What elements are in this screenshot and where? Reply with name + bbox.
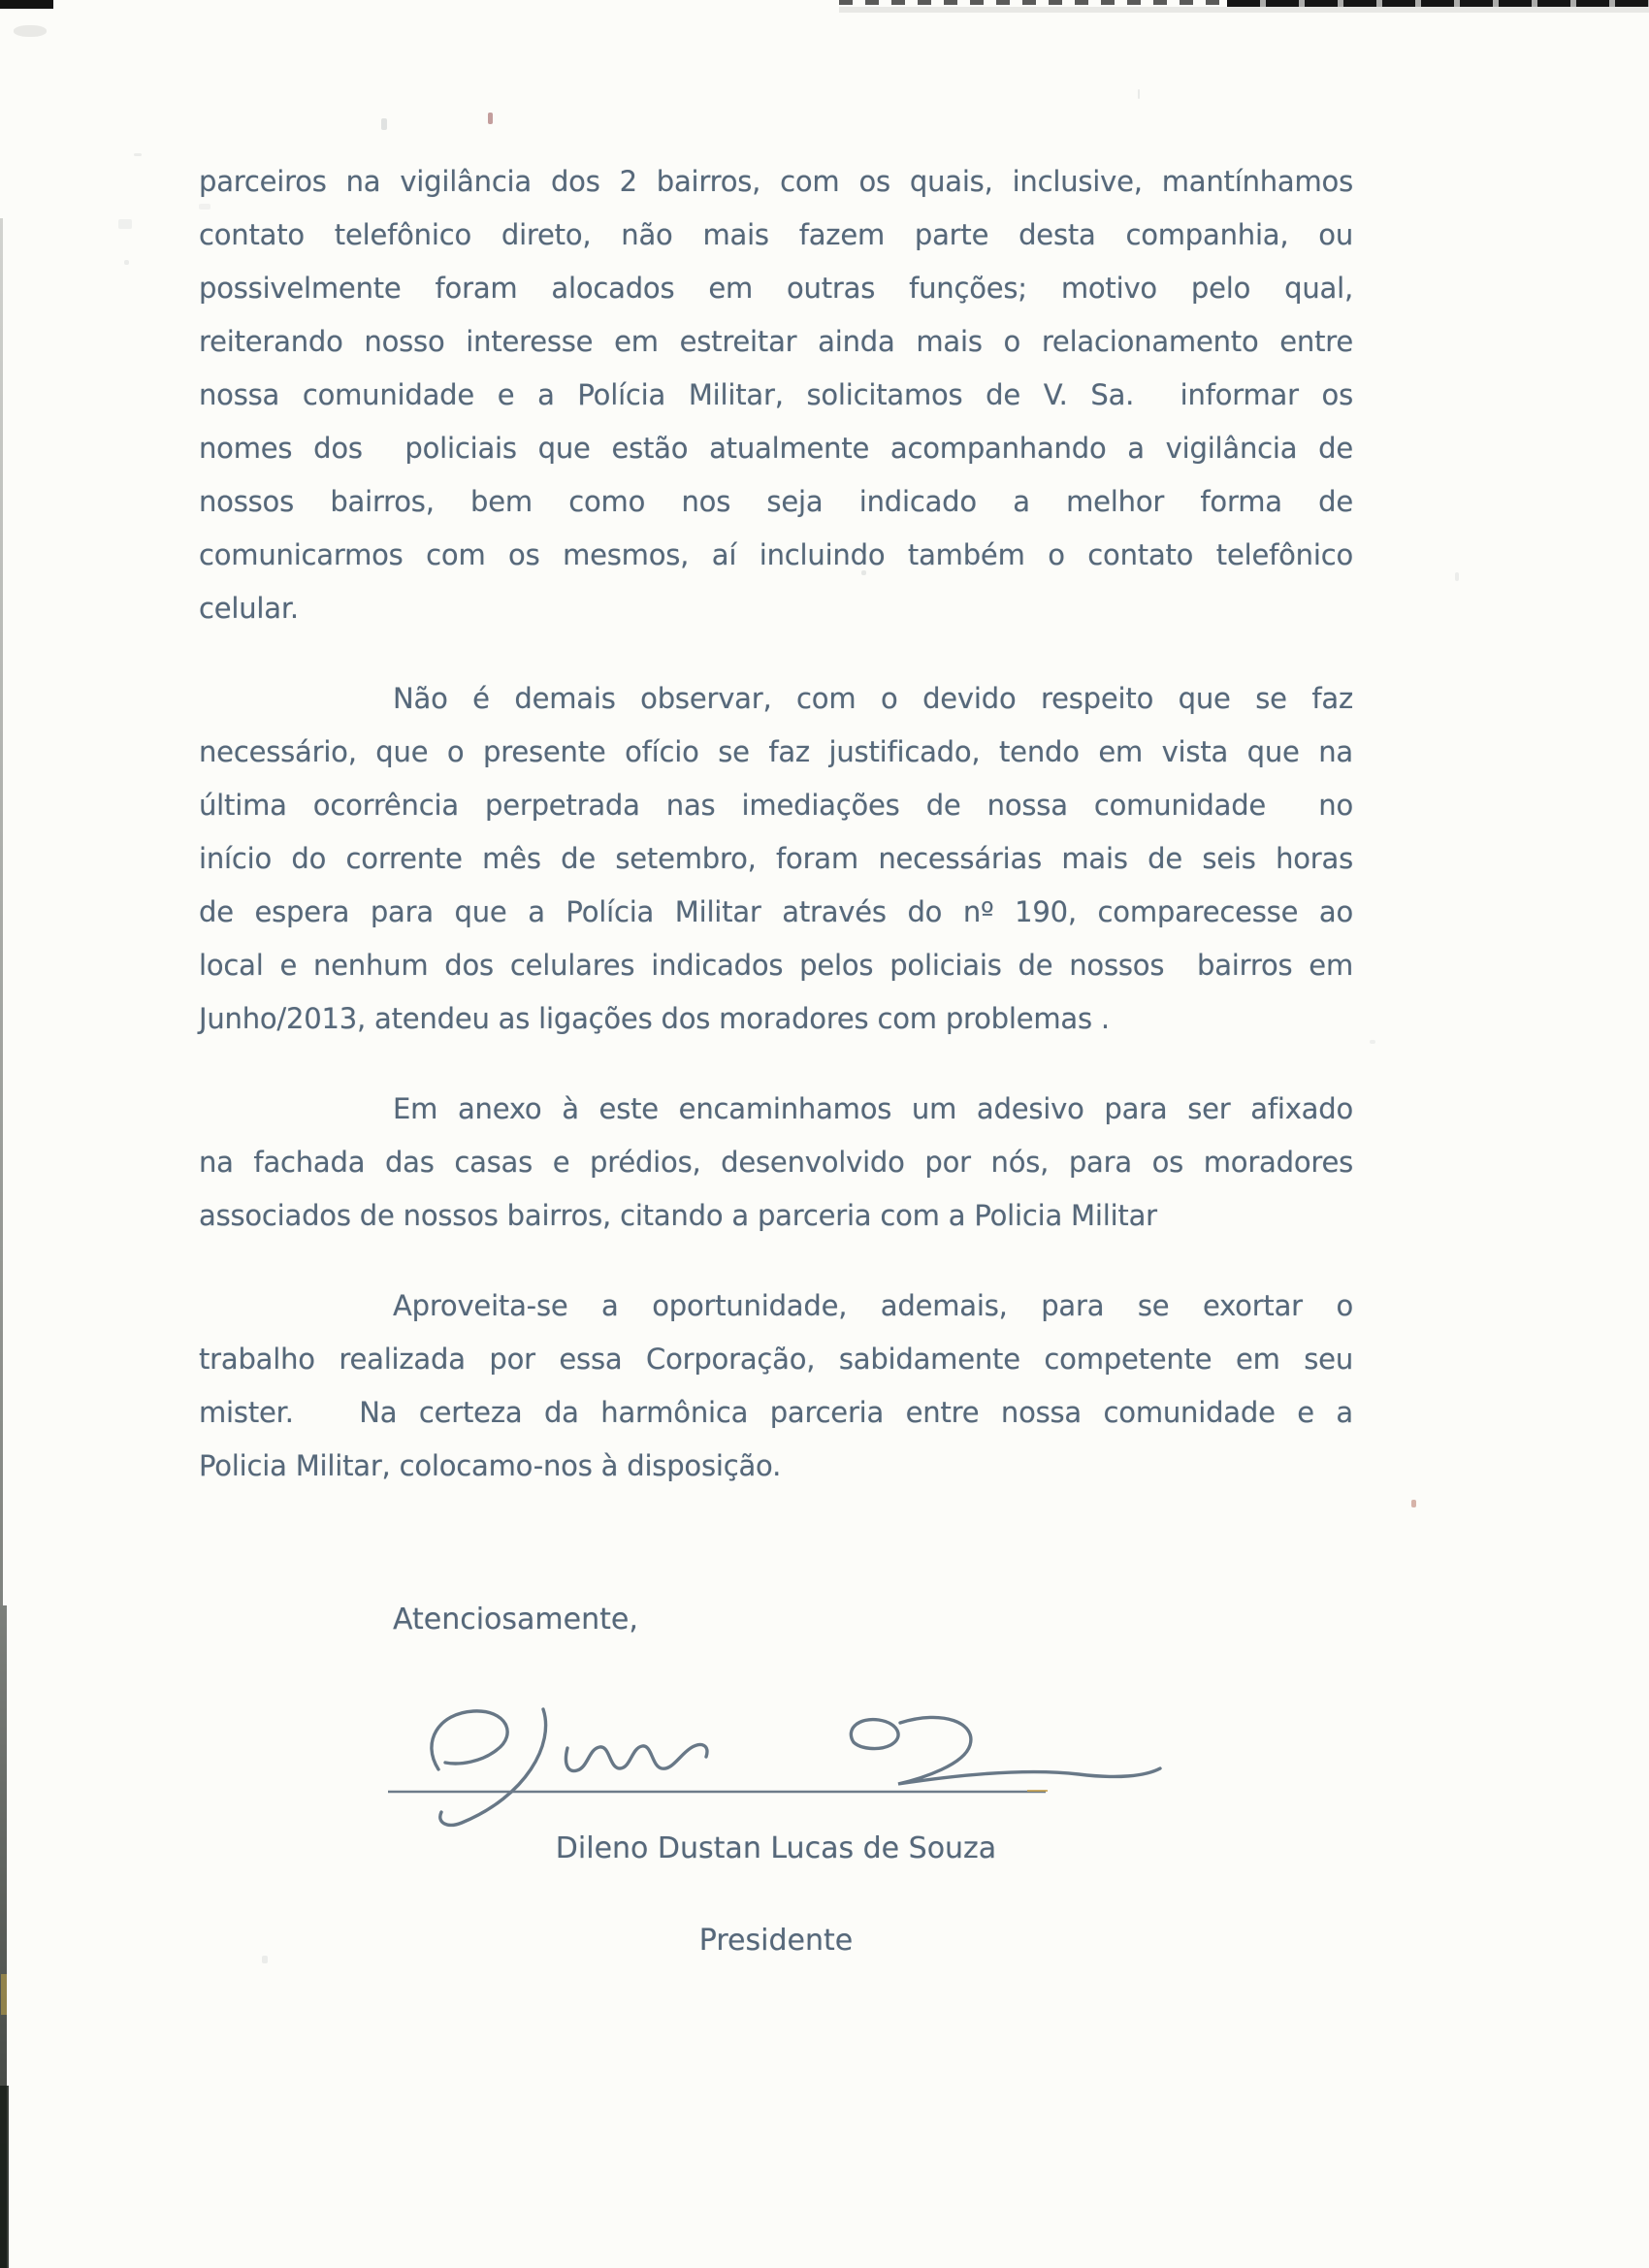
paragraph (199, 155, 1353, 635)
body-line: início do corrente mês de setembro, foram necessárias mais de seis horas (199, 842, 1353, 875)
body-line: nossa comunidade e a Polícia Militar, solicitamos de V. Sa. informar os (199, 378, 1353, 411)
body-line: comunicarmos com os mesmos, aí incluindo também o contato telefônico (199, 538, 1353, 571)
scan-speck (381, 118, 387, 130)
body-line: Aproveita-se a oportunidade, ademais, para se exortar o (393, 1289, 1353, 1322)
scan-artifact-left-edge (0, 218, 3, 1605)
scan-speck (488, 113, 493, 124)
paragraph (199, 1083, 1353, 1243)
scan-speck (124, 260, 129, 265)
scan-artifact-top-edge (839, 7, 1649, 13)
paragraph (199, 1280, 1353, 1493)
scan-artifact-left-edge (1, 1974, 7, 2015)
letter-body (199, 155, 1353, 1493)
scan-speck (1411, 1500, 1416, 1507)
body-line: Não é demais observar, com o devido respeito que se faz (393, 682, 1353, 715)
body-line: Junho/2013, atendeu as ligações dos moradores com problemas . (199, 1002, 1110, 1035)
scan-artifact-left-edge (0, 2086, 9, 2268)
body-line: local e nenhum dos celulares indicados pelos policiais de nossos bairros em (199, 949, 1353, 982)
body-line: necessário, que o presente ofício se faz justificado, tendo em vista que na (199, 735, 1353, 768)
scan-artifact-top-left (0, 0, 53, 9)
body-line: de espera para que a Polícia Militar através do nº 190, comparecesse ao (199, 895, 1353, 928)
body-line: possivelmente foram alocados em outras funções; motivo pelo qual, (199, 272, 1353, 305)
body-line: nossos bairros, bem como nos seja indicado a melhor forma de (199, 485, 1353, 518)
body-line: celular. (199, 592, 299, 625)
paragraph (199, 672, 1353, 1046)
signature-image (369, 1688, 1174, 1843)
closing-salutation: Atenciosamente, (393, 1603, 638, 1636)
body-line: parceiros na vigilância dos 2 bairros, com os quais, inclusive, mantínhamos (199, 165, 1353, 198)
scan-speck (1455, 572, 1459, 581)
body-line: contato telefônico direto, não mais fazem parte desta companhia, ou (199, 218, 1353, 251)
scan-artifact-top-edge (1227, 0, 1649, 7)
scan-speck (1138, 89, 1140, 99)
scan-artifact-top-edge (839, 0, 1229, 5)
scan-speck (118, 219, 132, 229)
scan-speck (134, 153, 142, 156)
scan-speck (1370, 1040, 1375, 1044)
body-line: última ocorrência perpetrada nas imediações de nossa comunidade no (199, 789, 1353, 822)
body-line: Policia Militar, colocamo-nos à disposição. (199, 1449, 782, 1482)
body-line: na fachada das casas e prédios, desenvolvido por nós, para os moradores (199, 1146, 1353, 1179)
scan-artifact-smudge (14, 25, 47, 37)
body-line: nomes dos policiais que estão atualmente acompanhando a vigilância de (199, 432, 1353, 465)
signer-title: Presidente (698, 1924, 854, 1958)
signer-name: Dileno Dustan Lucas de Souza (555, 1831, 997, 1865)
body-line: associados de nossos bairros, citando a parceria com a Policia Militar (199, 1199, 1157, 1232)
body-line: reiterando nosso interesse em estreitar ainda mais o relacionamento entre (199, 325, 1353, 358)
body-line: mister. Na certeza da harmônica parceria entre nossa comunidade e a (199, 1396, 1353, 1429)
body-line: trabalho realizada por essa Corporação, sabidamente competente em seu (199, 1343, 1353, 1376)
body-line: Em anexo à este encaminhamos um adesivo para ser afixado (393, 1092, 1353, 1125)
